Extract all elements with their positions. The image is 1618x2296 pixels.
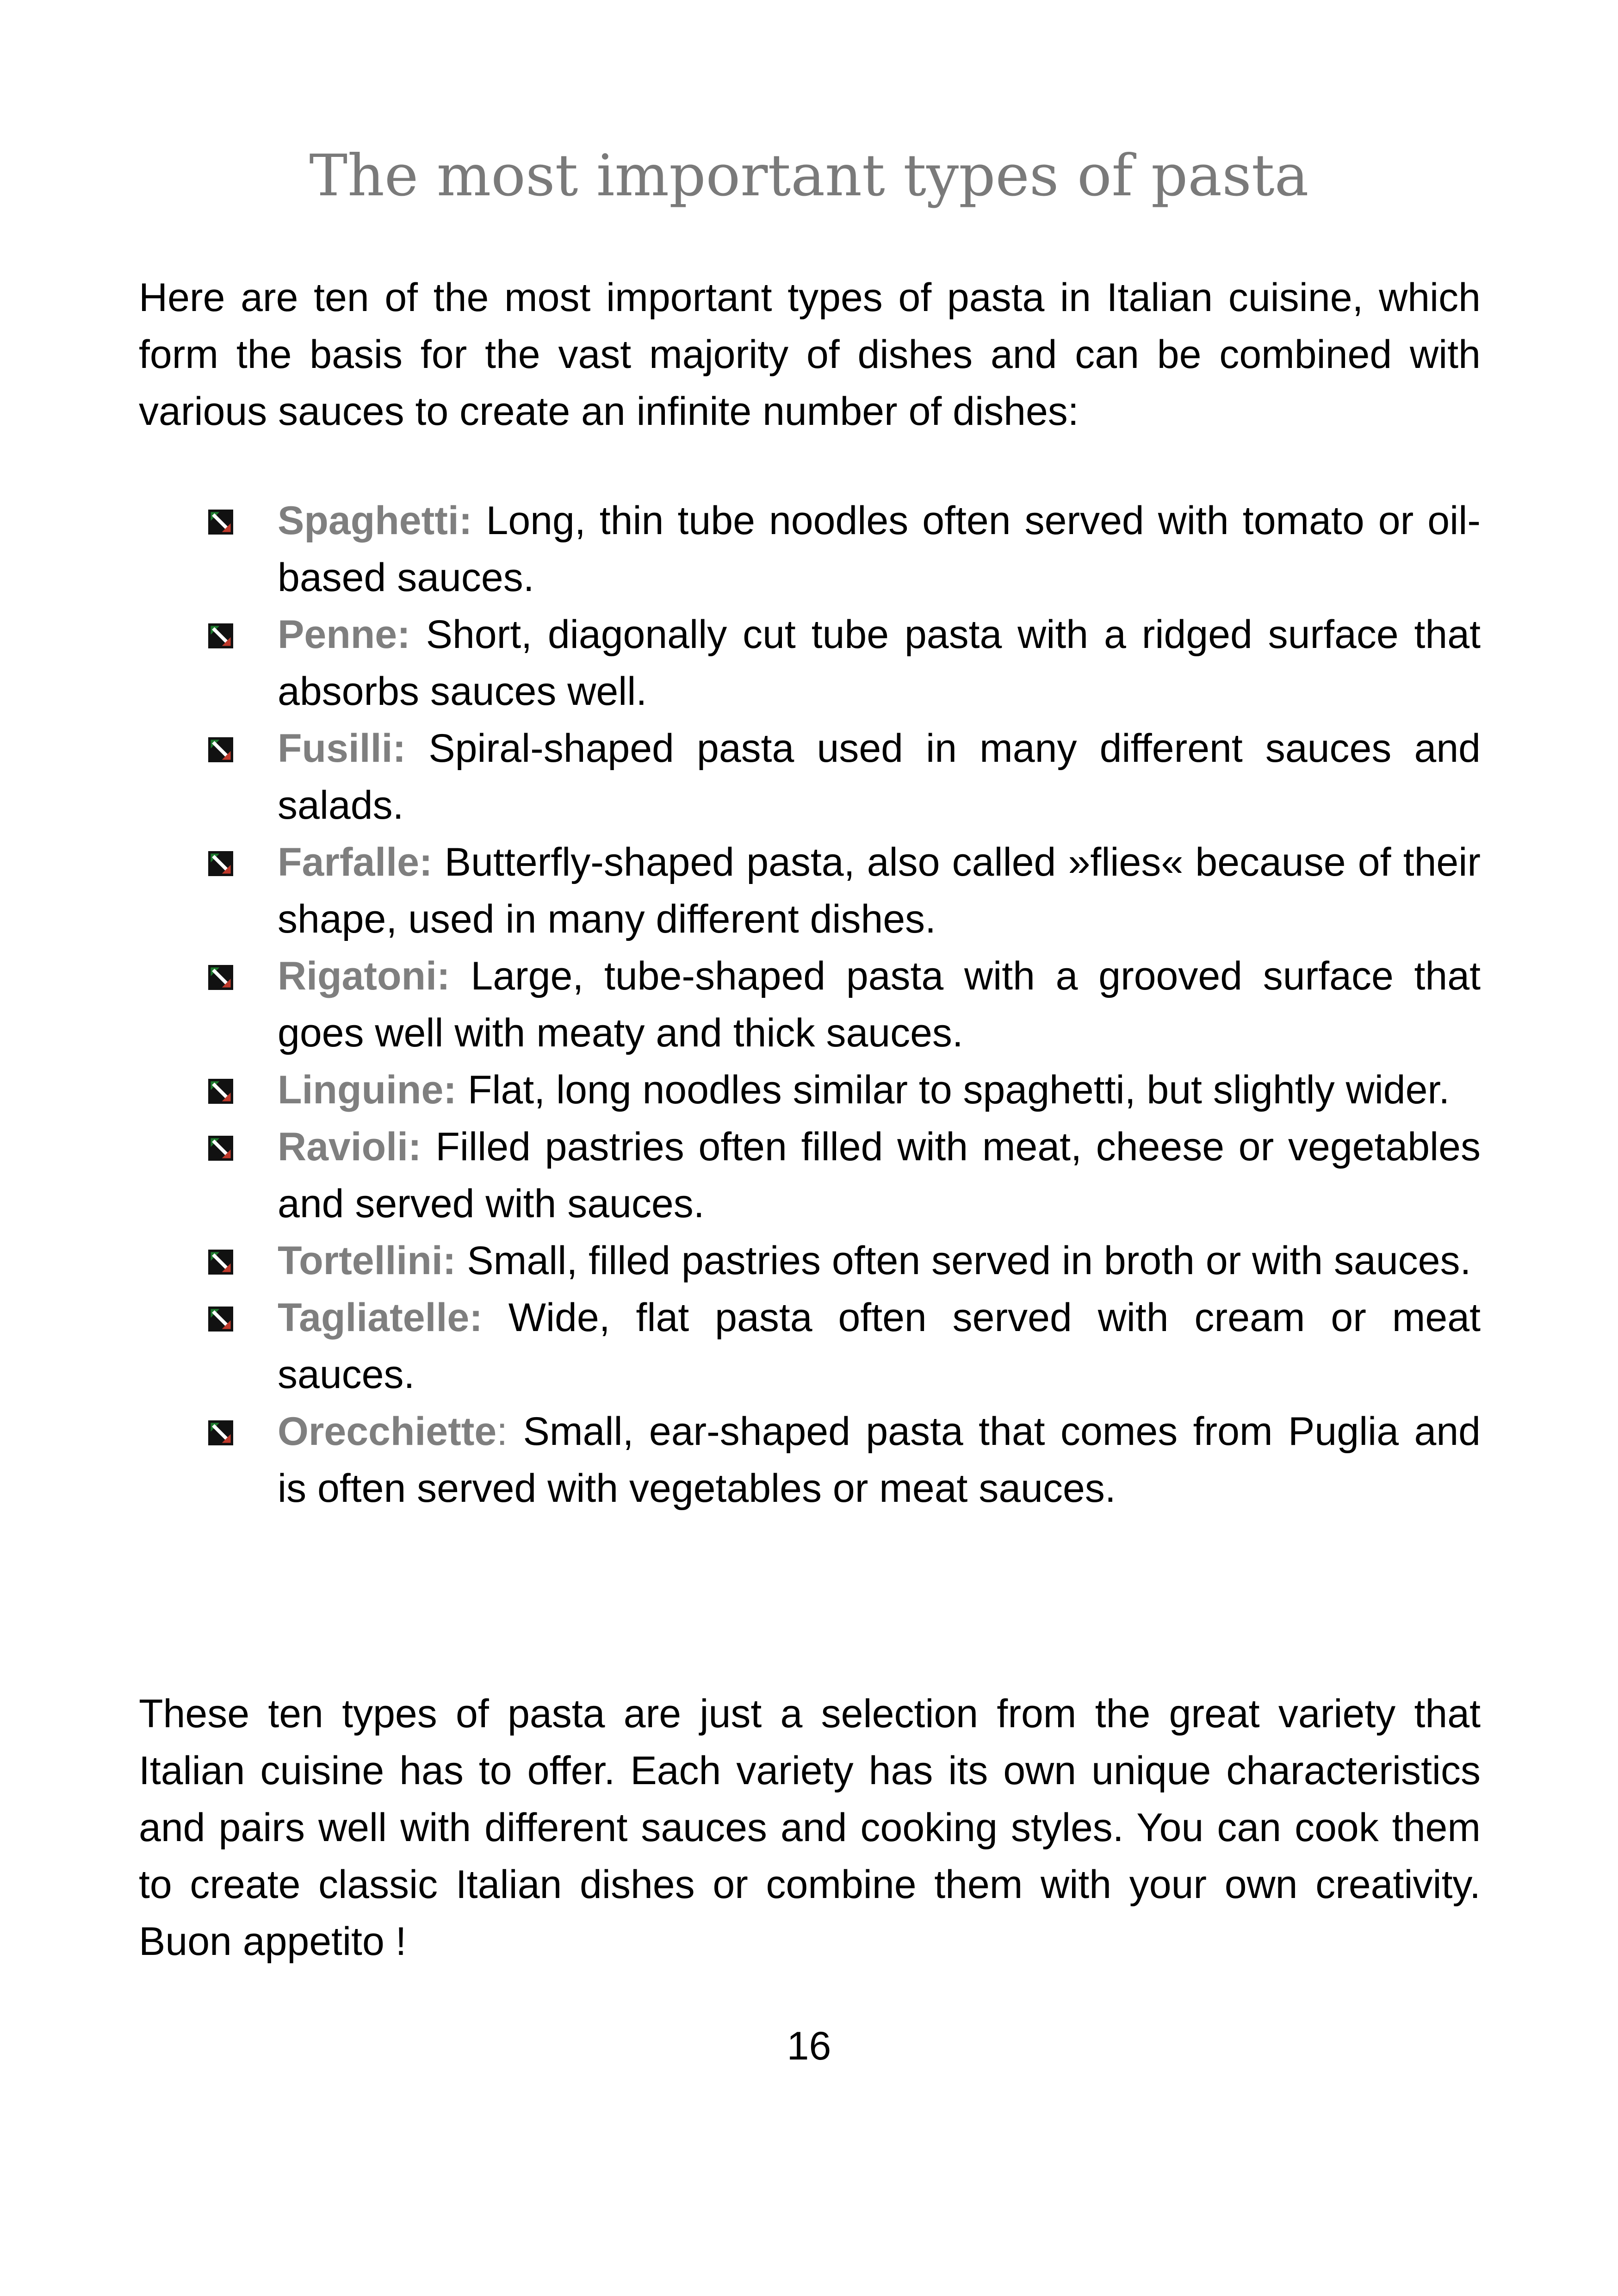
pasta-name: Rigatoni — [278, 954, 437, 998]
pasta-bullet-icon — [208, 965, 233, 990]
pasta-name-colon: : — [443, 1068, 457, 1112]
pasta-bullet-icon — [208, 623, 233, 648]
pasta-list-item — [139, 1403, 1481, 1517]
pasta-name: Farfalle — [278, 840, 419, 884]
pasta-bullet-icon — [208, 851, 233, 876]
pasta-bullet-icon — [208, 1250, 233, 1275]
pasta-list-item — [139, 492, 1481, 606]
pasta-bullet-icon — [208, 737, 233, 762]
intro-paragraph: Here are ten of the most important types of pasta in Italian cuisine, which form the basis for the vast majority of dishes and can be combined with various sauces to create an infinite number of dishes: — [139, 275, 1481, 434]
pasta-name-colon: : — [397, 612, 410, 657]
pasta-description: Filled pastries often filled with meat, cheese or vegetables and served with sauces. — [278, 1125, 1481, 1226]
pasta-name-colon: : — [408, 1125, 422, 1169]
pasta-name: Penne — [278, 612, 397, 657]
pasta-description: Small, ear-shaped pasta that comes from Puglia and is often served with vegetables or meat sauces. — [278, 1409, 1481, 1511]
pasta-name: Tortellini — [278, 1238, 443, 1283]
pasta-list-item — [139, 948, 1481, 1062]
closing-paragraph: These ten types of pasta are just a selection from the great variety that Italian cuisine has to offer. Each variety has its own unique characteristics and pairs well with different sauces and cooking styles. You can cook them to create classic Italian dishes or combine them with your own creativity. Buon appetito ! — [139, 1692, 1481, 1964]
pasta-name-colon: : — [419, 840, 433, 884]
pasta-name: Fusilli — [278, 726, 393, 771]
pasta-description: Butterfly-shaped pasta, also called »flies« because of their shape, used in many different dishes. — [278, 840, 1481, 941]
pasta-name-colon: : — [469, 1295, 483, 1340]
pasta-list — [139, 492, 1481, 1517]
pasta-list-item — [139, 1119, 1481, 1232]
pasta-name: Tagliatelle — [278, 1295, 470, 1340]
pasta-description: Large, tube-shaped pasta with a grooved surface that goes well with meaty and thick sauces. — [278, 954, 1481, 1055]
pasta-description: Short, diagonally cut tube pasta with a ridged surface that absorbs sauces well. — [278, 612, 1481, 714]
pasta-bullet-icon — [208, 1420, 233, 1445]
pasta-name: Spaghetti — [278, 498, 459, 543]
pasta-bullet-icon — [208, 1307, 233, 1332]
pasta-description: Spiral-shaped pasta used in many different sauces and salads. — [278, 726, 1481, 828]
pasta-list-item — [139, 1289, 1481, 1403]
pasta-name-colon: : — [496, 1409, 508, 1454]
pasta-description: Flat, long noodles similar to spaghetti, but slightly wider. — [467, 1068, 1450, 1112]
pasta-bullet-icon — [208, 1136, 233, 1161]
pasta-list-item — [139, 834, 1481, 948]
pasta-description: Long, thin tube noodles often served with tomato or oil-based sauces. — [278, 498, 1481, 600]
pasta-list-item — [139, 1232, 1481, 1289]
pasta-name-colon: : — [436, 954, 450, 998]
pasta-name-colon: : — [459, 498, 472, 543]
page-title: The most important types of pasta — [309, 143, 1309, 209]
pasta-name: Orecchiette — [278, 1409, 497, 1454]
pasta-list-item — [139, 606, 1481, 720]
pasta-description: Small, filled pastries often served in broth or with sauces. — [467, 1238, 1471, 1283]
pasta-name: Ravioli — [278, 1125, 408, 1169]
page-number: 16 — [787, 2024, 831, 2068]
pasta-list-item — [139, 1062, 1481, 1119]
pasta-bullet-icon — [208, 510, 233, 535]
pasta-bullet-icon — [208, 1079, 233, 1104]
pasta-name-colon: : — [442, 1238, 456, 1283]
pasta-name-colon: : — [392, 726, 406, 771]
pasta-list-item — [139, 720, 1481, 834]
pasta-description: Wide, flat pasta often served with cream or meat sauces. — [278, 1295, 1481, 1397]
pasta-name: Linguine — [278, 1068, 444, 1112]
